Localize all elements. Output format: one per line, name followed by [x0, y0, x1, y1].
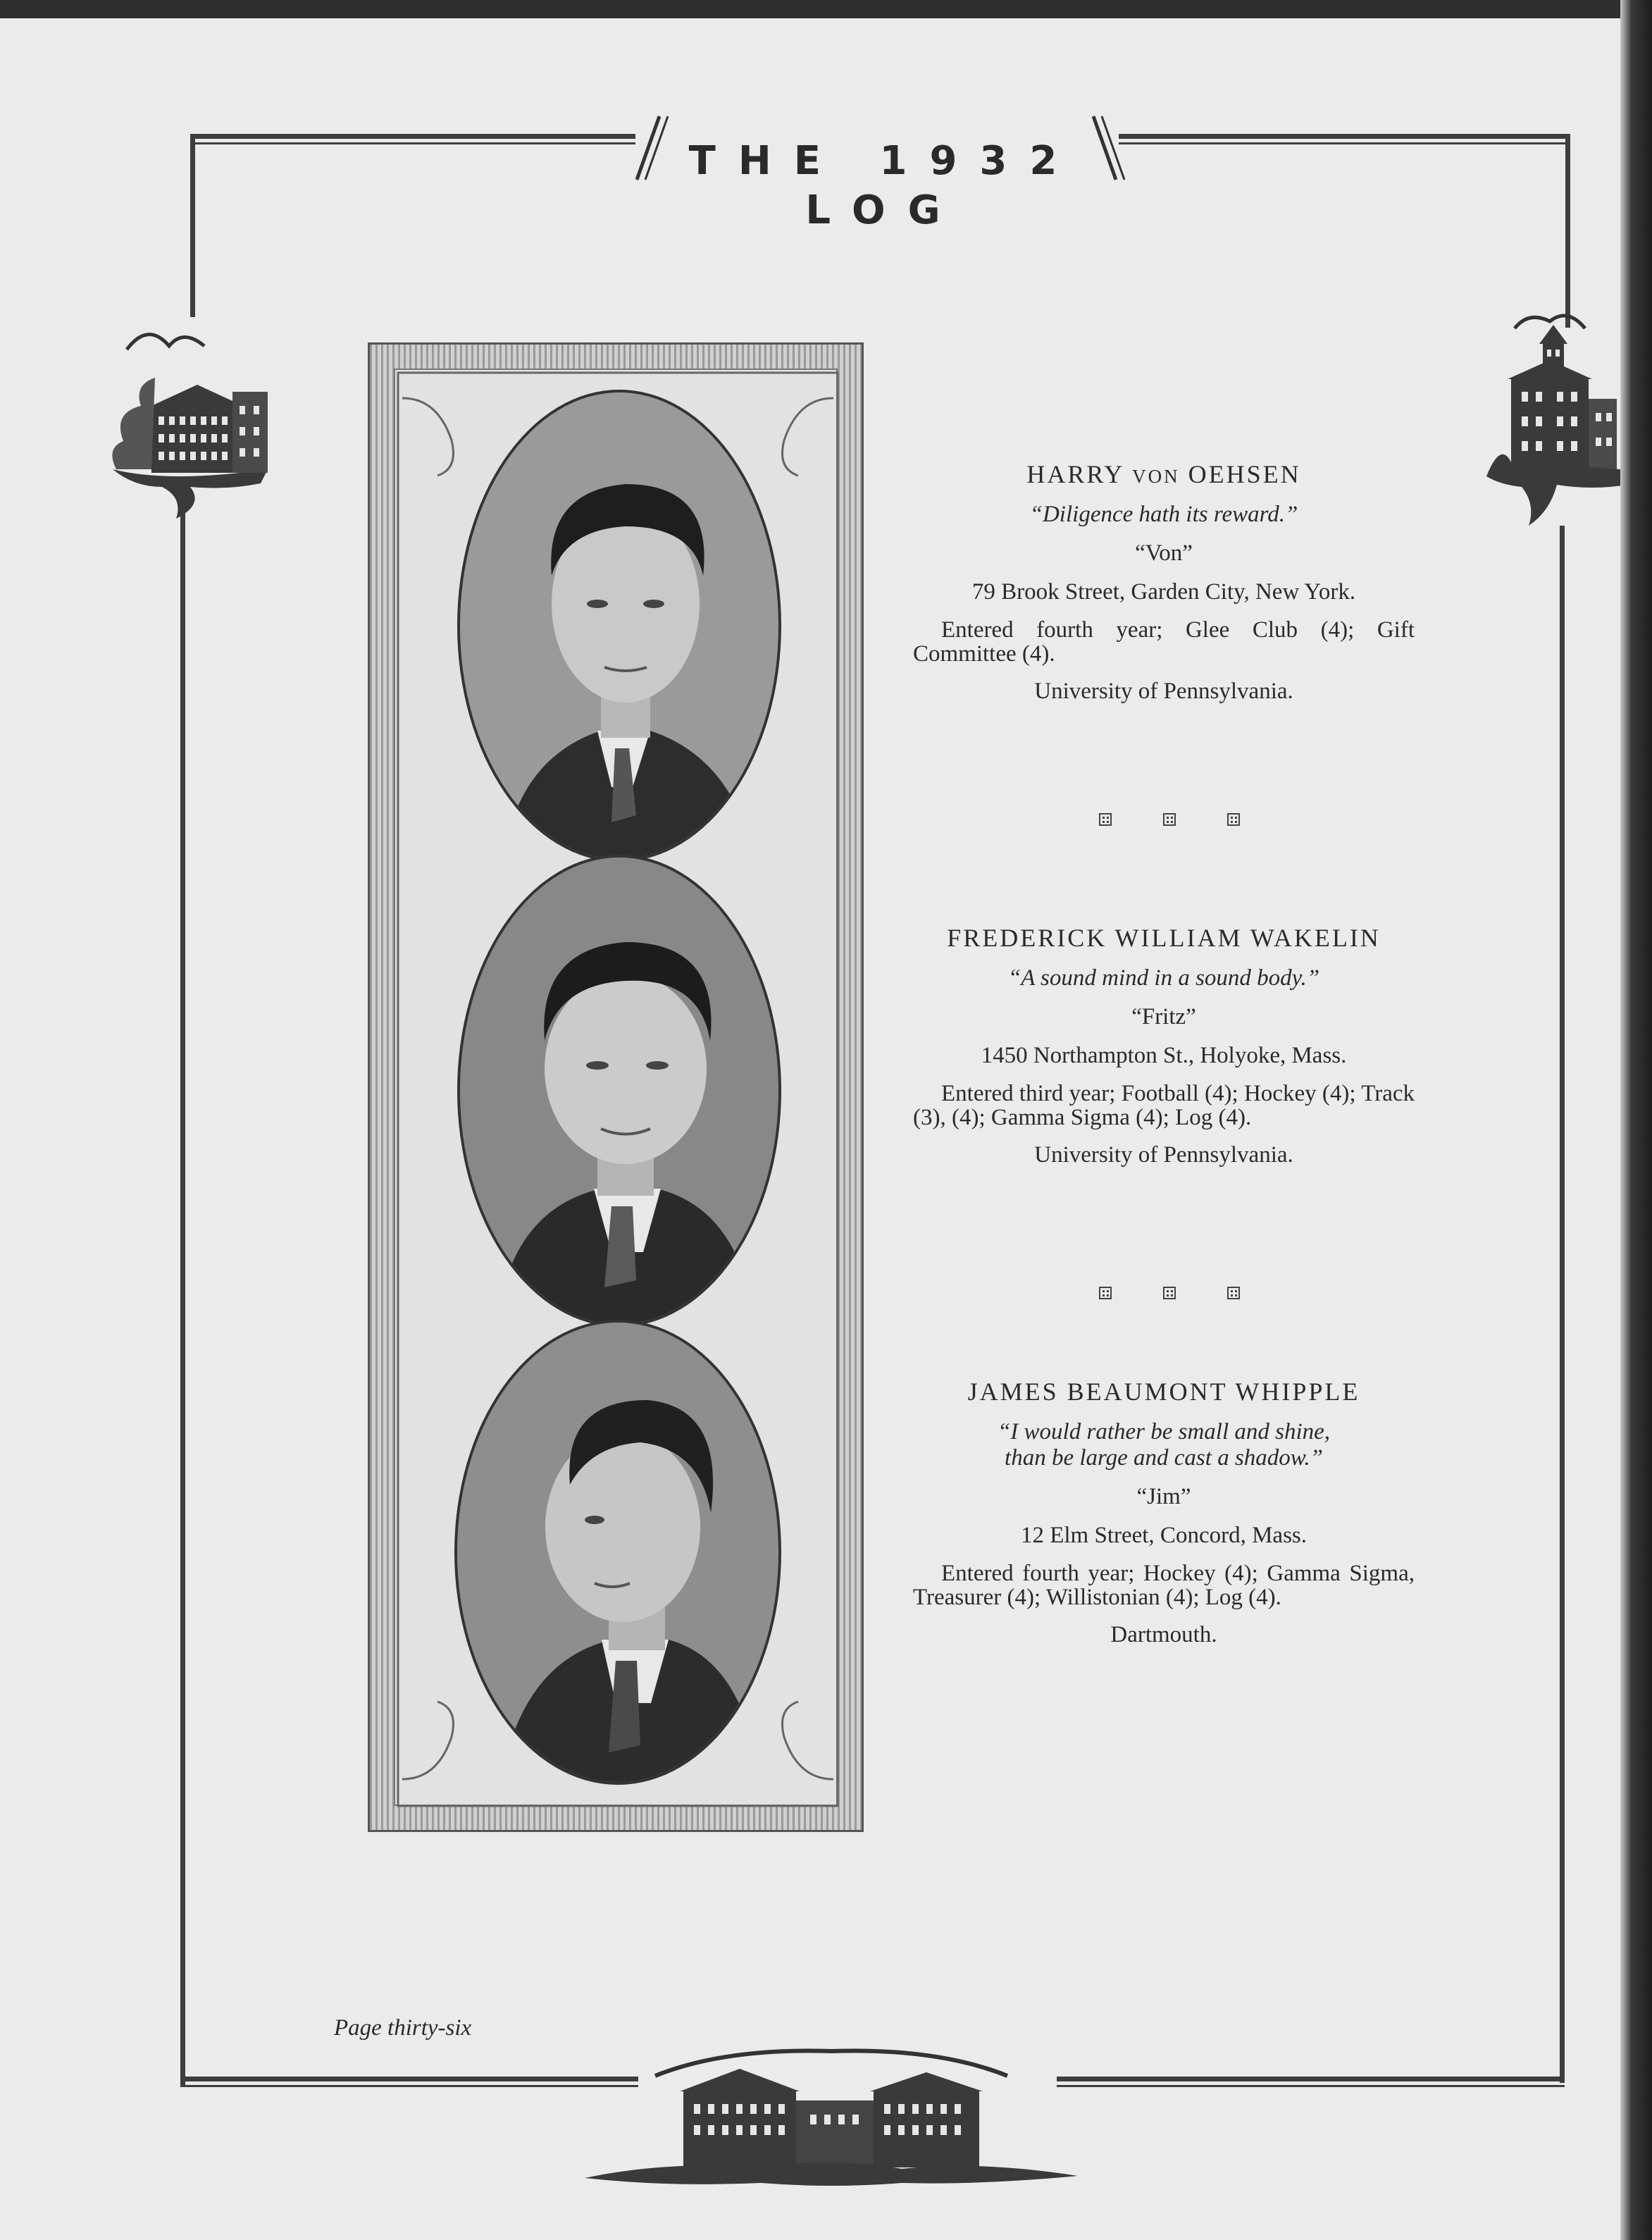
right-vertical-rule-lower — [1560, 526, 1565, 2083]
top-rule-left-thin — [192, 142, 635, 144]
ornament-square-icon — [1163, 813, 1176, 826]
portrait-figure-1 — [460, 392, 781, 862]
campus-panorama-emblem-icon — [585, 2019, 1078, 2189]
student-address: 79 Brook Street, Garden City, New York. — [971, 579, 1356, 605]
ornament-square-icon — [1227, 813, 1240, 826]
section-divider-2 — [1099, 1287, 1240, 1299]
portrait-figure-2 — [460, 858, 781, 1327]
portrait-james-beaumont-whipple — [454, 1320, 781, 1785]
right-vertical-rule — [1565, 134, 1570, 328]
student-motto: “Diligence hath its reward.” — [1029, 502, 1298, 527]
student-college: Dartmouth. — [1110, 1622, 1217, 1647]
bottom-rule-left — [180, 2077, 638, 2081]
student-name-end: OEHSEN — [1179, 460, 1301, 488]
student-record: Entered fourth year; Glee Club (4); Gift Committee (4). — [913, 617, 1415, 667]
header-slash-left-icon — [631, 113, 673, 183]
student-record: Entered third year; Football (4); Hockey (4); Track (3), (4); Gamma Sigma (4); Log (4). — [913, 1081, 1415, 1130]
left-vertical-rule-lower — [180, 512, 185, 2086]
student-name-main: HARRY — [1026, 460, 1133, 488]
book-spine-edge — [1620, 0, 1652, 2240]
bottom-rule-right-thin — [1057, 2085, 1565, 2087]
student-record: Entered fourth year; Hockey (4); Gamma Sigma, Treasurer (4); Willistonian (4); Log (4). — [913, 1561, 1415, 1610]
portrait-photo-panel — [368, 342, 864, 1832]
student-college: University of Pennsylvania. — [1034, 1142, 1293, 1168]
top-rule-right-thin — [1119, 142, 1568, 144]
ornament-square-icon — [1099, 813, 1112, 826]
senior-entry-james-beaumont-whipple — [913, 1377, 1415, 1648]
student-college: University of Pennsylvania. — [1034, 679, 1293, 704]
student-motto: “A sound mind in a sound body.” — [1007, 965, 1320, 991]
student-nickname: “Jim” — [1136, 1484, 1191, 1509]
page-header-title: THE 1932 LOG — [688, 138, 1080, 233]
student-nickname: “Fritz” — [1131, 1004, 1196, 1029]
student-name-particle: VON — [1132, 466, 1180, 487]
yearbook-page — [0, 18, 1633, 2240]
header-slash-right-icon — [1088, 113, 1130, 183]
top-rule-right — [1119, 134, 1568, 139]
school-building-emblem-icon — [85, 307, 296, 540]
portrait-frederick-william-wakelin — [457, 855, 781, 1327]
student-name: FREDERICK WILLIAM WAKELIN — [947, 924, 1381, 952]
senior-entry-harry-von-oehsen — [913, 459, 1415, 705]
student-motto-line-1: “I would rather be small and shine, — [997, 1419, 1331, 1444]
ornament-square-icon — [1227, 1287, 1240, 1299]
ornament-square-icon — [1163, 1287, 1176, 1299]
student-address: 1450 Northampton St., Holyoke, Mass. — [981, 1043, 1347, 1068]
student-address: 12 Elm Street, Concord, Mass. — [1020, 1523, 1308, 1548]
ornament-square-icon — [1099, 1287, 1112, 1299]
top-rule-left — [192, 134, 635, 139]
portrait-panel-inner-frame — [394, 369, 838, 1806]
student-name — [913, 459, 1415, 489]
student-nickname: “Von” — [1135, 540, 1193, 566]
page-number-label: Page thirty-six — [334, 2015, 472, 2041]
bottom-rule-left-thin — [180, 2085, 638, 2087]
senior-entry-frederick-william-wakelin — [913, 923, 1415, 1168]
portrait-figure-3 — [457, 1323, 781, 1785]
left-vertical-rule — [190, 134, 195, 317]
student-name: JAMES BEAUMONT WHIPPLE — [967, 1378, 1360, 1406]
section-divider-1 — [1099, 813, 1240, 826]
bottom-rule-right — [1057, 2077, 1565, 2081]
student-motto-line-2: than be large and cast a shadow.” — [1005, 1445, 1323, 1471]
chapel-building-emblem-icon — [1472, 300, 1641, 540]
portrait-harry-von-oehsen — [457, 390, 781, 862]
